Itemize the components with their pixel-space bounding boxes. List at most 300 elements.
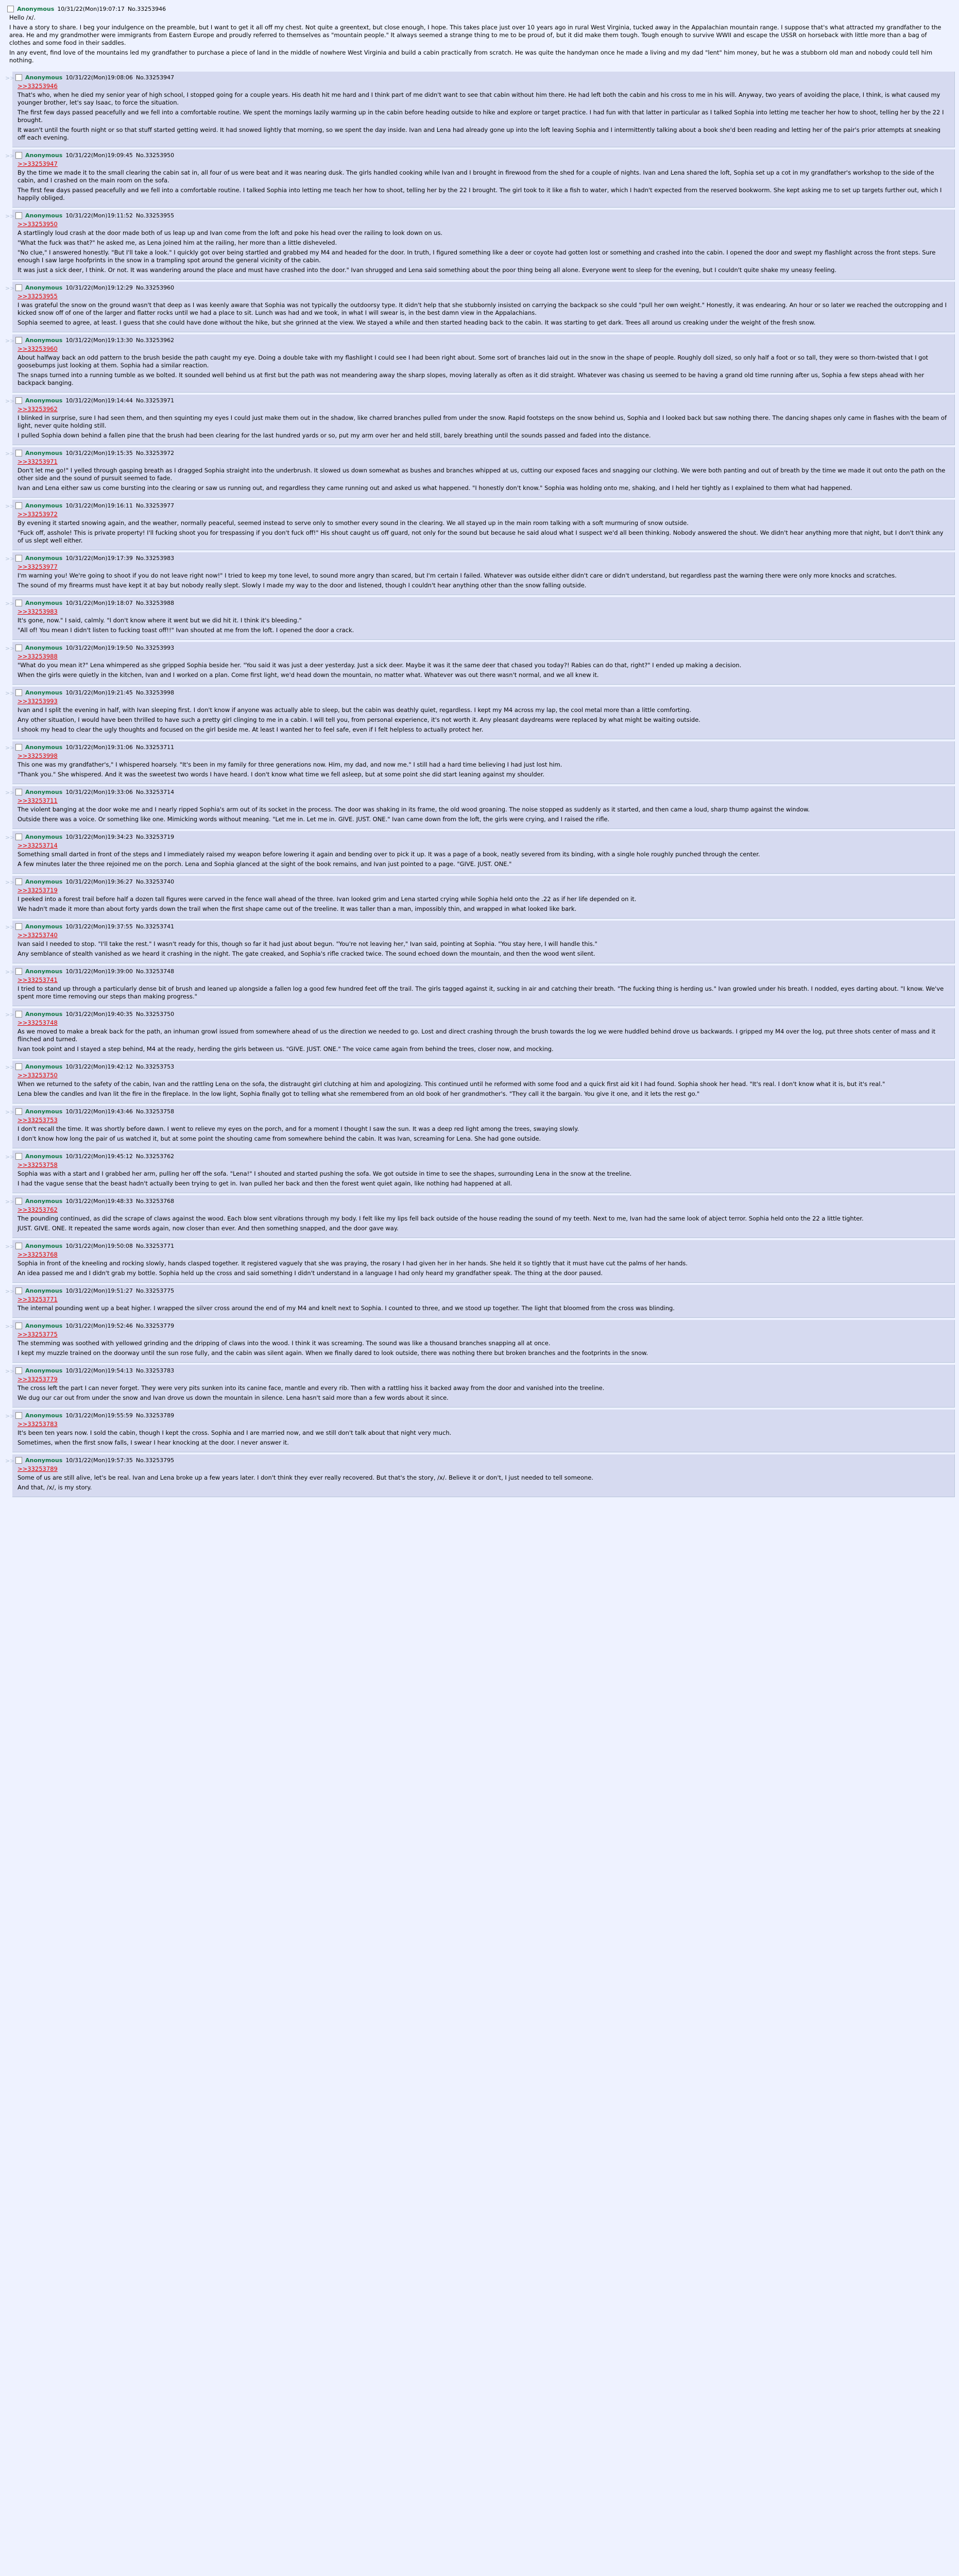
post-date: 10/31/22(Mon)19:08:06 bbox=[65, 74, 133, 81]
post-paragraph: I don't recall the time. It was shortly before dawn. I went to relieve my eyes on the porch, and for a moment I thought I saw the sun. It was a deep red light among the trees, swaying slowly. bbox=[18, 1125, 579, 1132]
poster-name: Anonymous bbox=[25, 789, 63, 795]
post-message bbox=[18, 752, 949, 778]
post-paragraph: Something small darted in front of the steps and I immediately raised my weapon before lowering it again and bending over to pick it up. It was a page of a book, neatly severed from its binding, with a single hole roughly punched through the center. bbox=[18, 851, 760, 858]
quote-link[interactable]: >>33253998 bbox=[18, 752, 58, 759]
post-paragraph: "What the fuck was that?" he asked me, as Lena joined him at the railing, her more than a little disheveled. bbox=[18, 239, 337, 246]
post-message bbox=[18, 160, 949, 202]
post-message bbox=[18, 293, 949, 327]
post-header bbox=[15, 599, 949, 607]
post-date: 10/31/22(Mon)19:55:59 bbox=[65, 1412, 133, 1419]
post-date: 10/31/22(Mon)19:31:06 bbox=[65, 744, 133, 751]
post-checkbox[interactable] bbox=[15, 834, 22, 840]
poster-name: Anonymous bbox=[25, 152, 63, 159]
post-header bbox=[15, 1322, 949, 1330]
reply-arrow-icon: >> bbox=[5, 337, 15, 344]
post-paragraph: That's who, when he died my senior year of high school, I stopped going for a couple years. His death hit me hard and I think part of me didn't want to see that cabin without him there. He had left both the cabin and his cross to me in his will. Anyway, two years of avoiding the place, I think, is what caused my younger brother, let's say Isaac, to force the situation. bbox=[18, 91, 940, 106]
poster-name: Anonymous bbox=[25, 689, 63, 696]
post-header bbox=[15, 1197, 949, 1205]
reply-post bbox=[5, 500, 955, 550]
post-checkbox[interactable] bbox=[15, 74, 22, 81]
post-paragraph: The first few days passed peacefully and we fell into a comfortable routine. I talked Sophia into letting me teach her how to shoot, telling her by the 22 I brought. The girl took to it like a fish to water, which I hadn't expected from the reserved bookworm. She kept asking me to set up targets further out, which I happily obliged. bbox=[18, 187, 942, 201]
post-paragraph: I don't know how long the pair of us watched it, but at some point the shouting came from somewhere behind the cabin. It was Ivan, screaming for Lena. She had gone outside. bbox=[18, 1135, 541, 1142]
post-paragraph: And that, /x/, is my story. bbox=[18, 1484, 92, 1491]
quote-link[interactable]: >>33253789 bbox=[18, 1465, 58, 1472]
post-message bbox=[18, 653, 949, 679]
reply-arrow-icon: >> bbox=[5, 1198, 15, 1205]
post-paragraph: Sophia seemed to agree, at least. I guess that she could have done without the hike, but she grinned at the view. We stayed a while and then started heading back to the cabin. It was starting to get dark. Trees all around us creaking under the weight of the fresh snow. bbox=[18, 319, 816, 326]
post-paragraph: It's gone, now." I said, calmly. "I don't know where it went but we did hit it. I think it's bleeding." bbox=[18, 617, 302, 624]
post-number-link[interactable]: No.33253775 bbox=[135, 1287, 175, 1294]
post-paragraph: Sophia was with a start and I grabbed her arm, pulling her off the sofa. "Lena!" I shouted and started pushing the sofa. We got outside in time to see the shapes, surrounding Lena in the snow at the treeline. bbox=[18, 1170, 632, 1177]
post-number-link[interactable]: No.33253771 bbox=[135, 1243, 175, 1249]
post-header bbox=[15, 212, 949, 219]
post-number-link[interactable]: No.33253947 bbox=[135, 74, 175, 81]
post-number-link[interactable]: No.33253789 bbox=[135, 1412, 175, 1419]
post-number-link[interactable]: No.33253795 bbox=[135, 1457, 175, 1464]
reply-post bbox=[5, 876, 955, 919]
reply-post bbox=[5, 447, 955, 498]
post-message bbox=[18, 887, 949, 913]
quote-link[interactable]: >>33253768 bbox=[18, 1251, 58, 1258]
post-date: 10/31/22(Mon)19:15:35 bbox=[65, 450, 133, 456]
post-message bbox=[18, 698, 949, 734]
post-number-link[interactable]: No.33253946 bbox=[127, 6, 166, 12]
reply-arrow-icon: >> bbox=[5, 879, 15, 886]
post-header bbox=[15, 1242, 949, 1250]
post-paragraph: I shook my head to clear the ugly thoughts and focused on the girl beside me. At least I wanted her to feel safe, even if I felt helpless to actually protect her. bbox=[18, 726, 484, 733]
post-header bbox=[15, 689, 949, 697]
post-paragraph: The snaps turned into a running tumble as we bolted. It sounded well behind us at first but the path was not meandering away the sharp slopes, moving laterally as often as it did straight. Whatever was chasing us seemed to be having a grand old time running after us, Sophia a few steps ahead with her backpack banging. bbox=[18, 371, 924, 386]
reply-post bbox=[5, 1365, 955, 1408]
reply-post bbox=[5, 1106, 955, 1148]
post-header bbox=[15, 554, 949, 562]
post-header bbox=[15, 284, 949, 292]
post-number-link[interactable]: No.33253768 bbox=[135, 1198, 175, 1205]
reply-arrow-icon: >> bbox=[5, 555, 15, 562]
post-paragraph: The cross left the part I can never forget. They were very pits sunken into its canine face, mantle and every rib. Then with a rattling hiss it backed away from the door and vanished into the treeline. bbox=[18, 1384, 605, 1392]
poster-name: Anonymous bbox=[25, 1063, 63, 1070]
post-paragraph: "No clue," I answered honestly. "But I'll take a look." I quickly got over being startled and grabbed my M4 and headed for the door. In truth, I figured something like a deer or coyote had gotten lost or something and crashed into the cabin. I opened the door and swept my flashlight across the front steps. Sure enough I saw large hoofprints in the snow in a trampling spot around the general vicinity of the cabin. bbox=[18, 249, 936, 264]
post-number-link[interactable]: No.33253977 bbox=[135, 502, 175, 509]
reply-arrow-icon: >> bbox=[5, 1243, 15, 1250]
post-checkbox[interactable] bbox=[15, 968, 22, 975]
post-checkbox[interactable] bbox=[15, 555, 22, 562]
post-date: 10/31/22(Mon)19:52:46 bbox=[65, 1323, 133, 1329]
post-number-link[interactable]: No.33253762 bbox=[135, 1153, 175, 1160]
post-header bbox=[15, 1010, 949, 1018]
post-number-link[interactable]: No.33253993 bbox=[135, 645, 175, 651]
post-checkbox[interactable] bbox=[15, 1457, 22, 1464]
post-number-link[interactable]: No.33253783 bbox=[135, 1367, 175, 1374]
post-paragraph: Ivan and I split the evening in half, with Ivan sleeping first. I don't know if anyone was actually able to sleep, but the cabin was deathly quiet, regardless. I kept my M4 across my lap, the cool metal more than a little comforting. bbox=[18, 706, 691, 714]
post-message bbox=[18, 1296, 949, 1312]
post-paragraph: Ivan took point and I stayed a step behind, M4 at the ready, herding the girls between us. "GIVE. JUST. ONE." The voice came again from behind the trees, closer now, and mocking. bbox=[18, 1045, 554, 1053]
quote-link[interactable]: >>33253762 bbox=[18, 1206, 58, 1213]
post-paragraph: This one was my grandfather's," I whispered hoarsely. "It's been in my family for three generations now. Him, my dad, and now me." I still had a hard time believing I had just lost him. bbox=[18, 761, 562, 768]
post-message bbox=[18, 405, 949, 439]
quote-link[interactable]: >>33253775 bbox=[18, 1331, 58, 1338]
post-checkbox[interactable] bbox=[15, 502, 22, 509]
reply-arrow-icon: >> bbox=[5, 1323, 15, 1330]
post-checkbox[interactable] bbox=[15, 450, 22, 456]
quote-link[interactable]: >>33253779 bbox=[18, 1376, 58, 1383]
post-paragraph: I pulled Sophia down behind a fallen pine that the brush had been clearing for the last hundred yards or so, put my arm over her and held still, barely breathing until the sounds passed and faded into the distance. bbox=[18, 432, 651, 439]
post-checkbox[interactable] bbox=[15, 1063, 22, 1070]
post-paragraph: The stemming was soothed with yellowed grinding and the dripping of claws into the wood. I think it was screaming. The sound was like a thousand branches snapping all at once. bbox=[18, 1340, 551, 1347]
post-checkbox[interactable] bbox=[15, 397, 22, 404]
quote-link[interactable]: >>33253783 bbox=[18, 1420, 58, 1428]
reply-arrow-icon: >> bbox=[5, 213, 15, 219]
post-number-link[interactable]: No.33253983 bbox=[135, 555, 175, 562]
poster-name: Anonymous bbox=[25, 1457, 63, 1464]
post-checkbox[interactable] bbox=[7, 6, 14, 12]
post-paragraph: Any semblance of stealth vanished as we heard it crashing in the night. The gate creaked, and Sophia's rifle cracked twice. The sound echoed down the mountain, and then the wood went silent. bbox=[18, 950, 595, 957]
reply-post bbox=[5, 72, 955, 147]
post-paragraph: By evening it started snowing again, and the weather, normally peaceful, seemed instead to serve only to smother every sound in the clearing. We all stayed up in the main room talking with a soft murmuring of snow outside. bbox=[18, 519, 689, 527]
post-paragraph: When the girls were quietly in the kitchen, Ivan and I worked on a plan. Come first light, we'd head down the mountain, no matter what. Whatever was out there wasn't normal, and we all knew it. bbox=[18, 671, 599, 679]
post-checkbox[interactable] bbox=[15, 600, 22, 606]
post-number-link[interactable]: No.33253960 bbox=[135, 284, 175, 291]
post-paragraph: I kept my muzzle trained on the doorway until the sun rose fully, and the cabin was silent again. When we finally dared to look outside, there was nothing there but broken branches and the footprints in the snow. bbox=[18, 1349, 648, 1357]
quote-link[interactable]: >>33253750 bbox=[18, 1072, 58, 1079]
quote-link[interactable]: >>33253993 bbox=[18, 698, 58, 705]
post-header bbox=[15, 968, 949, 975]
poster-name: Anonymous bbox=[25, 1198, 63, 1205]
post-checkbox[interactable] bbox=[15, 1367, 22, 1374]
post-number-link[interactable]: No.33253753 bbox=[135, 1063, 175, 1070]
post-paragraph: The sound of my firearms must have kept it at bay but nobody really slept. Slowly I made my way to the door and listened, though I couldn't hear anything other than the snow falling outside. bbox=[18, 582, 587, 589]
post-paragraph: JUST. GIVE. ONE. It repeated the same words again, now closer than ever. And then something snapped, and the door gave way. bbox=[18, 1225, 399, 1232]
post-message bbox=[18, 1376, 949, 1402]
post-message bbox=[18, 1331, 949, 1357]
post-number-link[interactable]: No.33253955 bbox=[135, 212, 175, 219]
post-checkbox[interactable] bbox=[15, 689, 22, 696]
post-date: 10/31/22(Mon)19:54:13 bbox=[65, 1367, 133, 1374]
post-checkbox[interactable] bbox=[15, 1153, 22, 1160]
poster-name: Anonymous bbox=[25, 1287, 63, 1294]
post-date: 10/31/22(Mon)19:07:17 bbox=[57, 6, 125, 12]
reply-post bbox=[5, 1195, 955, 1238]
post-paragraph: Hello /x/. bbox=[9, 14, 36, 21]
post-date: 10/31/22(Mon)19:13:30 bbox=[65, 337, 133, 344]
reply-post bbox=[5, 597, 955, 640]
poster-name: Anonymous bbox=[25, 1323, 63, 1329]
reply-post bbox=[5, 921, 955, 963]
post-checkbox[interactable] bbox=[15, 212, 22, 219]
post-message bbox=[18, 563, 949, 589]
post-checkbox[interactable] bbox=[15, 878, 22, 885]
poster-name: Anonymous bbox=[25, 502, 63, 509]
reply-post bbox=[5, 1410, 955, 1452]
post-number-link[interactable]: No.33253711 bbox=[135, 744, 175, 751]
post-paragraph: As we moved to make a break back for the path, an inhuman growl issued from somewhere ahead of us the direction we needed to go. Lost and direct crashing through the brush towards the log we were huddled behind drove us backwards. I gripped my M4 over the log, put three shots center of mass and it flinched and turned. bbox=[18, 1028, 936, 1043]
poster-name: Anonymous bbox=[25, 645, 63, 651]
quote-link[interactable]: >>33253740 bbox=[18, 931, 58, 939]
post-checkbox[interactable] bbox=[15, 152, 22, 159]
post-checkbox[interactable] bbox=[15, 1287, 22, 1294]
reply-post bbox=[5, 1320, 955, 1363]
post-checkbox[interactable] bbox=[15, 337, 22, 344]
post-paragraph: Sometimes, when the first snow falls, I swear I hear knocking at the door. I never answer it. bbox=[18, 1439, 289, 1446]
reply-post bbox=[5, 1061, 955, 1104]
reply-arrow-icon: >> bbox=[5, 450, 15, 457]
poster-name: Anonymous bbox=[25, 1412, 63, 1419]
reply-post bbox=[5, 1454, 955, 1497]
post-paragraph: The violent banging at the door woke me and I nearly ripped Sophia's arm out of its socket in the process. The door was shaking in its frame, the old wood groaning. The noise stopped as suddenly as it started, and then came a loud, sharp thump against the window. bbox=[18, 806, 810, 813]
post-checkbox[interactable] bbox=[15, 744, 22, 751]
post-header bbox=[15, 449, 949, 457]
post-date: 10/31/22(Mon)19:34:23 bbox=[65, 834, 133, 840]
post-message bbox=[9, 14, 950, 64]
post-header bbox=[15, 788, 949, 796]
post-header bbox=[15, 833, 949, 841]
post-message bbox=[18, 1206, 949, 1232]
reply-post bbox=[5, 552, 955, 595]
quote-link[interactable]: >>33253955 bbox=[18, 293, 58, 300]
post-paragraph: In any event, find love of the mountains led my grandfather to purchase a piece of land in the middle of nowhere West Virginia and build a cabin practically from scratch. He was quite the handyman once he made a living and my dad "lent" him money, but he was a stubborn old man and nobody could tell him nothing. bbox=[9, 49, 933, 64]
post-message bbox=[18, 345, 949, 387]
reply-post bbox=[5, 687, 955, 739]
post-paragraph: When we returned to the safety of the cabin, Ivan and the rattling Lena on the sofa, the distraught girl clutching at him and apologizing. This continued until he reformed with some food and a quick first aid kit I had found. Sophia shook her head. "It's real. I don't know what it is, but it's real." bbox=[18, 1080, 885, 1088]
post-paragraph: About halfway back an odd pattern to the brush beside the path caught my eye. Doing a double take with my flashlight I could see I had been right about. Some sort of branches laid out in the snow in the shape of people. Roughly doll sized, so only half a foot or so tall, they were so thorn-twisted that I got goosebumps just looking at them. Sophia had a similar reaction. bbox=[18, 354, 928, 369]
post-paragraph: Ivan and Lena either saw us come bursting into the clearing or saw us running out, and regardless they came running out and asked us what happened. "I honestly don't know." Sophia was holding onto me, shaking, and I held her tightly as I explained to them what had happened. bbox=[18, 484, 852, 492]
reply-post bbox=[5, 149, 955, 208]
poster-name: Anonymous bbox=[25, 1243, 63, 1249]
quote-link[interactable]: >>33253962 bbox=[18, 405, 58, 413]
post-header bbox=[15, 1367, 949, 1375]
post-number-link[interactable]: No.33253740 bbox=[135, 878, 175, 885]
post-message bbox=[18, 1161, 949, 1188]
post-header bbox=[15, 878, 949, 886]
post-date: 10/31/22(Mon)19:43:46 bbox=[65, 1108, 133, 1115]
post-paragraph: It was just a sick deer, I think. Or not. It was wandering around the place and must have crashed into the door." Ivan shrugged and Lena said something about the poor thing being all alone. Everyone went to sleep for the evening, but I couldn't quite shake my uneasy feeling. bbox=[18, 266, 837, 274]
poster-name: Anonymous bbox=[25, 878, 63, 885]
reply-post bbox=[5, 395, 955, 445]
quote-link[interactable]: >>33253771 bbox=[18, 1296, 58, 1303]
post-message bbox=[18, 82, 949, 142]
post-checkbox[interactable] bbox=[15, 1412, 22, 1419]
quote-link[interactable]: >>33253947 bbox=[18, 160, 58, 167]
post-paragraph: An idea passed me and I didn't grab my bottle. Sophia held up the cross and said something I didn't understand in a language I had only heard my grandfather speak. The thing at the door paused. bbox=[18, 1269, 603, 1277]
post-message bbox=[18, 931, 949, 958]
post-paragraph: Ivan said I needed to stop. "I'll take the rest." I wasn't ready for this, though so far it had just about begun. "You're not leaving her," Ivan said, pointing at Sophia. "You stay here, I will handle this." bbox=[18, 940, 597, 947]
reply-arrow-icon: >> bbox=[5, 1288, 15, 1295]
quote-link[interactable]: >>33253758 bbox=[18, 1161, 58, 1168]
quote-link[interactable]: >>33253748 bbox=[18, 1019, 58, 1026]
post-checkbox[interactable] bbox=[15, 284, 22, 291]
poster-name: Anonymous bbox=[25, 1011, 63, 1018]
post-paragraph: The internal pounding went up a beat higher. I wrapped the silver cross around the end of my M4 and knelt next to Sophia. I counted to three, and we stood up together. The light that bloomed from the cross was blinding. bbox=[18, 1304, 675, 1312]
post-number-link[interactable]: No.33253950 bbox=[135, 152, 175, 159]
reply-arrow-icon: >> bbox=[5, 1011, 15, 1018]
poster-name: Anonymous bbox=[25, 555, 63, 562]
post-number-link[interactable]: No.33253750 bbox=[135, 1011, 175, 1018]
post-checkbox[interactable] bbox=[15, 1011, 22, 1018]
post-date: 10/31/22(Mon)19:50:08 bbox=[65, 1243, 133, 1249]
reply-arrow-icon: >> bbox=[5, 1109, 15, 1115]
poster-name: Anonymous bbox=[25, 1153, 63, 1160]
post-number-link[interactable]: No.33253971 bbox=[135, 397, 175, 404]
post-number-link[interactable]: No.33253998 bbox=[135, 689, 175, 696]
post-header bbox=[15, 74, 949, 81]
poster-name: Anonymous bbox=[25, 834, 63, 840]
reply-post bbox=[5, 210, 955, 280]
reply-arrow-icon: >> bbox=[5, 645, 15, 652]
post-date: 10/31/22(Mon)19:37:55 bbox=[65, 923, 133, 930]
post-number-link[interactable]: No.33253748 bbox=[135, 968, 175, 975]
post-message bbox=[18, 458, 949, 492]
quote-link[interactable]: >>33253950 bbox=[18, 221, 58, 228]
reply-arrow-icon: >> bbox=[5, 75, 15, 81]
post-date: 10/31/22(Mon)19:33:06 bbox=[65, 789, 133, 795]
post-header bbox=[15, 1063, 949, 1071]
post-message bbox=[18, 797, 949, 823]
post-paragraph: Don't let me go!" I yelled through gasping breath as I dragged Sophia straight into the underbrush. It slowed us down somewhat as bushes and branches whipped at us, cutting our exposed faces and snagging our clothing. We were both panting and out of breath by the time we made it out onto the path on the other side and the sound of pursuit seemed to fade. bbox=[18, 467, 946, 482]
reply-arrow-icon: >> bbox=[5, 600, 15, 607]
post-message bbox=[18, 1072, 949, 1098]
reply-arrow-icon: >> bbox=[5, 969, 15, 975]
post-header bbox=[15, 923, 949, 930]
post-paragraph: Sophia in front of the kneeling and rocking slowly, hands clasped together. It registered vaguely that she was praying, the rosary I had given her in her hands. She held it so tightly that it must have cut the palms of her hands. bbox=[18, 1260, 688, 1267]
reply-post bbox=[5, 282, 955, 332]
post-checkbox[interactable] bbox=[15, 923, 22, 930]
post-checkbox[interactable] bbox=[15, 1108, 22, 1115]
post-checkbox[interactable] bbox=[15, 1323, 22, 1329]
post-paragraph: Any other situation, I would have been thrilled to have such a pretty girl clinging to me in a cabin. I will tell you, from personal experience, it's not worth it. Any pleasant daydreams were replaced by what might be waiting outside. bbox=[18, 716, 700, 723]
post-number-link[interactable]: No.33253962 bbox=[135, 337, 175, 344]
post-date: 10/31/22(Mon)19:51:27 bbox=[65, 1287, 133, 1294]
poster-name: Anonymous bbox=[25, 1367, 63, 1374]
post-date: 10/31/22(Mon)19:17:39 bbox=[65, 555, 133, 562]
poster-name: Anonymous bbox=[25, 1108, 63, 1115]
post-message bbox=[18, 1019, 949, 1053]
post-number-link[interactable]: No.33253719 bbox=[135, 834, 175, 840]
post-checkbox[interactable] bbox=[15, 789, 22, 795]
reply-arrow-icon: >> bbox=[5, 1368, 15, 1375]
poster-name: Anonymous bbox=[25, 212, 63, 219]
post-number-link[interactable]: No.33253972 bbox=[135, 450, 175, 456]
post-header bbox=[15, 151, 949, 159]
post-message bbox=[18, 608, 949, 634]
post-header bbox=[15, 1287, 949, 1295]
quote-link[interactable]: >>33253741 bbox=[18, 976, 58, 984]
reply-post bbox=[5, 786, 955, 829]
post-paragraph: "Fuck off, asshole! This is private property! I'll fucking shoot you for trespassing if you don't fuck off!" His shout caught us off guard, not only for the sound but because he said aloud what I suspect we'd all been thinking. Nobody answered the shout. We didn't hear anything more that night, but I don't think any of us slept well either. bbox=[18, 529, 944, 544]
poster-name: Anonymous bbox=[25, 968, 63, 975]
reply-post bbox=[5, 1150, 955, 1193]
post-checkbox[interactable] bbox=[15, 645, 22, 651]
post-paragraph: "All of! You mean I didn't listen to fucking toast off!!" Ivan shouted at me from the loft. I opened the door a crack. bbox=[18, 626, 354, 634]
post-paragraph: "What do you mean it?" Lena whimpered as she gripped Sophia beside her. "You said it was just a deer yesterday. Just a sick deer. Maybe it was it the same deer that chased you today?! Rabies can do that, right?" I ended up making a decision. bbox=[18, 662, 742, 669]
reply-post bbox=[5, 1240, 955, 1283]
poster-name: Anonymous bbox=[17, 6, 55, 12]
post-message bbox=[18, 976, 949, 1001]
post-header bbox=[15, 644, 949, 652]
quote-link[interactable]: >>33253972 bbox=[18, 511, 58, 518]
quote-link[interactable]: >>33253971 bbox=[18, 458, 58, 465]
post-number-link[interactable]: No.33253758 bbox=[135, 1108, 175, 1115]
quote-link[interactable]: >>33253719 bbox=[18, 887, 58, 894]
post-header bbox=[15, 397, 949, 404]
post-date: 10/31/22(Mon)19:57:35 bbox=[65, 1457, 133, 1464]
post-number-link[interactable]: No.33253741 bbox=[135, 923, 175, 930]
poster-name: Anonymous bbox=[25, 923, 63, 930]
post-message bbox=[18, 1116, 949, 1143]
quote-link[interactable]: >>33253960 bbox=[18, 345, 58, 352]
post-date: 10/31/22(Mon)19:48:33 bbox=[65, 1198, 133, 1205]
post-paragraph: Lena blew the candles and Ivan lit the fire in the fireplace. In the low light, Sophia finally got to telling what she remembered from an old book of her grandmother's. "They call it the bargain. You give it one, and it lets the rest go." bbox=[18, 1090, 700, 1097]
reply-arrow-icon: >> bbox=[5, 398, 15, 404]
reply-arrow-icon: >> bbox=[5, 1064, 15, 1071]
reply-arrow-icon: >> bbox=[5, 690, 15, 697]
reply-arrow-icon: >> bbox=[5, 1413, 15, 1419]
post-number-link[interactable]: No.33253988 bbox=[135, 600, 175, 606]
quote-link[interactable]: >>33253983 bbox=[18, 608, 58, 615]
quote-link[interactable]: >>33253977 bbox=[18, 563, 58, 570]
post-date: 10/31/22(Mon)19:11:52 bbox=[65, 212, 133, 219]
reply-arrow-icon: >> bbox=[5, 744, 15, 751]
post-paragraph: I tried to stand up through a particularly dense bit of brush and leaned up alongside a fallen log a good few hundred feet off the trail. The girls tagged against it, sucking in air and catching their breath. "The fucking thing is herding us." Ivan growled under his breath. I nodded, eyes darting about. "I know. We've spent more time removing our steps than making progress." bbox=[18, 985, 944, 1000]
reply-post bbox=[5, 334, 955, 393]
reply-post bbox=[5, 965, 955, 1006]
op-post bbox=[4, 3, 955, 70]
reply-arrow-icon: >> bbox=[5, 924, 15, 930]
post-paragraph: I had the vague sense that the beast hadn't actually been trying to get in. Ivan pulled her back and then the forest went quiet again, like nothing had happened at all. bbox=[18, 1180, 512, 1187]
post-number-link[interactable]: No.33253779 bbox=[135, 1323, 175, 1329]
post-message bbox=[18, 1465, 949, 1492]
post-paragraph: We dug our car out from under the snow and Ivan drove us down the mountain in silence. Lena hasn't said more than a few words about it since. bbox=[18, 1394, 449, 1401]
post-date: 10/31/22(Mon)19:42:12 bbox=[65, 1063, 133, 1070]
post-header bbox=[15, 743, 949, 751]
post-paragraph: It's been ten years now. I sold the cabin, though I kept the cross. Sophia and I are married now, and we still don't talk about that night very much. bbox=[18, 1429, 452, 1436]
post-paragraph: The first few days passed peacefully and we fell into a comfortable routine. We spent the mornings lazily warming up in the cabin before heading outside to hike and explore or target practice. I had fun with that latter in particular as I talked Sophia into letting me teacher her how to shoot, telling her by the 22 I brought. bbox=[18, 109, 944, 124]
reply-post bbox=[5, 642, 955, 685]
post-checkbox[interactable] bbox=[15, 1198, 22, 1205]
poster-name: Anonymous bbox=[25, 744, 63, 751]
post-date: 10/31/22(Mon)19:21:45 bbox=[65, 689, 133, 696]
post-paragraph: A few minutes later the three rejoined me on the porch. Lena and Sophia glanced at the sight of the book remains, and Ivan just pointed to a page. "GIVE. JUST. ONE." bbox=[18, 860, 512, 868]
reply-arrow-icon: >> bbox=[5, 503, 15, 510]
post-paragraph: I blinked in surprise, sure I had seen them, and then squinting my eyes I could just make them out in the shadow, like charred branches pulled from under the snow. Rapid footsteps on the snow behind us, Sophia and I looked back but saw nothing there. The dancing shapes only came in flashes with the beam of light, never quite holding still. bbox=[18, 414, 947, 429]
post-checkbox[interactable] bbox=[15, 1243, 22, 1249]
post-message bbox=[18, 1420, 949, 1447]
post-date: 10/31/22(Mon)19:09:45 bbox=[65, 152, 133, 159]
poster-name: Anonymous bbox=[25, 284, 63, 291]
post-header bbox=[15, 502, 949, 510]
poster-name: Anonymous bbox=[25, 450, 63, 456]
reply-arrow-icon: >> bbox=[5, 1458, 15, 1464]
post-paragraph: The pounding continued, as did the scrape of claws against the wood. Each blow sent vibrations through my body. I felt like my lips fell back outside of the house reading the sound of my teeth. Next to me, Ivan had the same look of abject terror. Sophia held onto the 22 a little tighter. bbox=[18, 1215, 864, 1222]
quote-link[interactable]: >>33253753 bbox=[18, 1116, 58, 1124]
quote-link[interactable]: >>33253988 bbox=[18, 653, 58, 660]
post-paragraph: I have a story to share. I beg your indulgence on the preamble, but I want to get it all off my chest. Not quite a greentext, but close enough, I hope. This takes place just over 10 years ago in rural West Virginia, tucked away in the Appalachian mountain range. I suppose that's what attracted my grandfather to the area. He and my grandmother were immigrants from Eastern Europe and proudly referred to themselves as "mountain people." It always seemed a strange thing to me to be proud of, but it did make them tough. Tough enough to survive WWII and escape the USSR on horseback with little more than a bag of clothes and some food in their saddles. bbox=[9, 24, 941, 46]
post-date: 10/31/22(Mon)19:45:12 bbox=[65, 1153, 133, 1160]
post-paragraph: "Thank you." She whispered. And it was the sweetest two words I have heard. I don't know what time we fell asleep, but at some point she did start leaning against my shoulder. bbox=[18, 771, 545, 778]
post-paragraph: I peeked into a forest trail before half a dozen tall figures were carved in the fence wall ahead of the three. Ivan looked grim and Lena started crying while Sophia held onto the .22 as if her life depended on it. bbox=[18, 895, 637, 903]
reply-arrow-icon: >> bbox=[5, 834, 15, 841]
quote-link[interactable]: >>33253946 bbox=[18, 82, 58, 90]
reply-arrow-icon: >> bbox=[5, 1154, 15, 1160]
reply-arrow-icon: >> bbox=[5, 789, 15, 796]
post-number-link[interactable]: No.33253714 bbox=[135, 789, 175, 795]
quote-link[interactable]: >>33253711 bbox=[18, 797, 58, 804]
quote-link[interactable]: >>33253714 bbox=[18, 842, 58, 849]
post-paragraph: Some of us are still alive, let's be real. Ivan and Lena broke up a few years later. I don't think they ever really recovered. But that's the story, /x/. Believe it or don't, I just needed to tell someone. bbox=[18, 1474, 594, 1481]
post-paragraph: It wasn't until the fourth night or so that stuff started getting weird. It had snowed lightly that morning, so we spent the day inside. Ivan and Lena had already gone up into the loft leaving Sophia and I intermittently talking about a book she'd been reading and letting her of the pair's prior attempts at sneaking off each evening. bbox=[18, 126, 941, 141]
post-date: 10/31/22(Mon)19:19:50 bbox=[65, 645, 133, 651]
post-header bbox=[7, 5, 950, 13]
post-paragraph: A startlingly loud crash at the door made both of us leap up and Ivan come from the loft and poke his head over the railing to look down on us. bbox=[18, 229, 443, 236]
